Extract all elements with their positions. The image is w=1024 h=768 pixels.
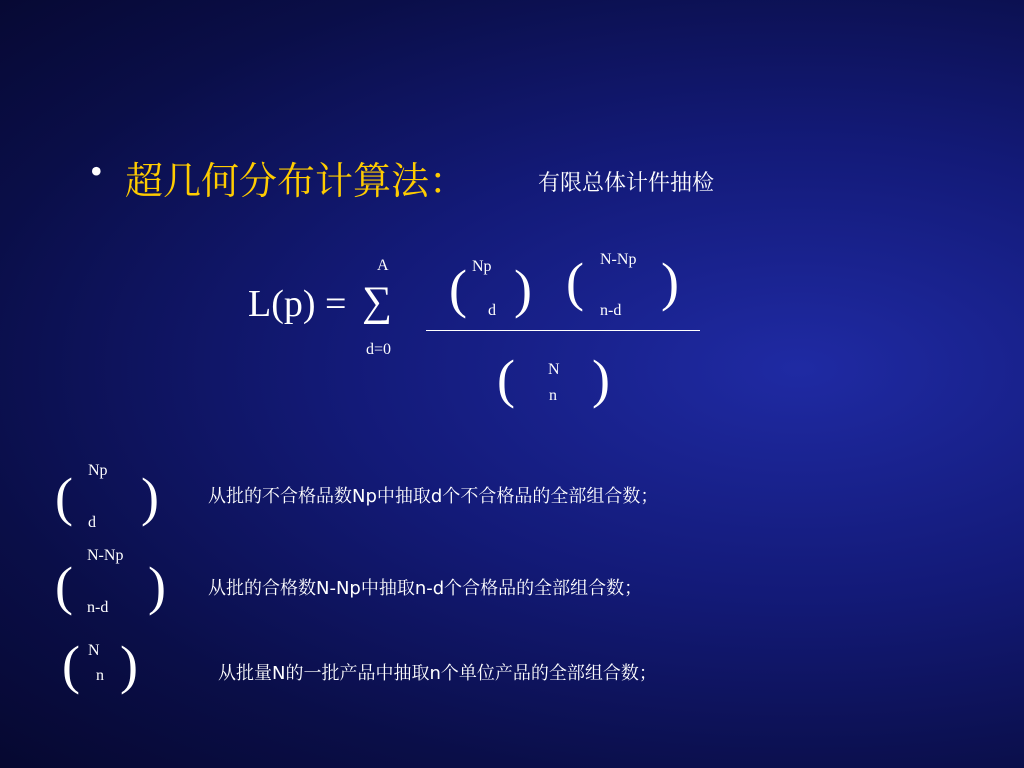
denominator-bottom: n <box>549 387 557 404</box>
legend-3-close-paren: ) <box>120 635 138 695</box>
numerator-1-close-paren: ) <box>514 259 532 319</box>
sum-lower-limit: d=0 <box>366 341 392 358</box>
legend-2-close-paren: ) <box>148 556 166 616</box>
denominator-top: N <box>548 361 560 378</box>
legend-3-open-paren: ( <box>62 635 80 695</box>
slide-title: 超几何分布计算法： <box>125 159 468 203</box>
numerator-2-close-paren: ) <box>661 252 679 312</box>
sum-upper-limit: A <box>377 257 389 274</box>
numerator-1-open-paren: ( <box>449 259 467 319</box>
sum-symbol: ∑ <box>362 279 392 325</box>
legend-1-close-paren: ) <box>141 467 159 527</box>
legend-1-top: Np <box>88 462 108 479</box>
legend-3-top: N <box>88 642 100 659</box>
legend-2-top: N-Np <box>87 547 124 564</box>
legend-1-text: 从批的不合格品数Np中抽取d个不合格品的全部组合数； <box>208 486 659 507</box>
legend-1-open-paren: ( <box>55 467 73 527</box>
numerator-2-bottom: n-d <box>600 302 622 319</box>
legend-3-bottom: n <box>96 667 104 684</box>
numerator-2-top: N-Np <box>600 251 637 268</box>
legend-2-bottom: n-d <box>87 599 109 616</box>
legend-2-text: 从批的合格数N-Np中抽取n-d个合格品的全部组合数； <box>208 578 643 599</box>
bullet-icon: • <box>90 151 103 191</box>
legend-3-text: 从批量N的一批产品中抽取n个单位产品的全部组合数； <box>218 663 657 684</box>
denominator-open-paren: ( <box>497 349 515 409</box>
numerator-1-bottom: d <box>488 302 496 319</box>
denominator-close-paren: ) <box>592 349 610 409</box>
numerator-1-top: Np <box>472 258 492 275</box>
legend-1-bottom: d <box>88 514 96 531</box>
numerator-2-open-paren: ( <box>566 252 584 312</box>
legend-2-open-paren: ( <box>55 556 73 616</box>
fraction-bar <box>426 330 700 331</box>
slide-subtitle: 有限总体计件抽检 <box>538 171 715 196</box>
formula-lhs: L(p) = <box>248 283 347 325</box>
